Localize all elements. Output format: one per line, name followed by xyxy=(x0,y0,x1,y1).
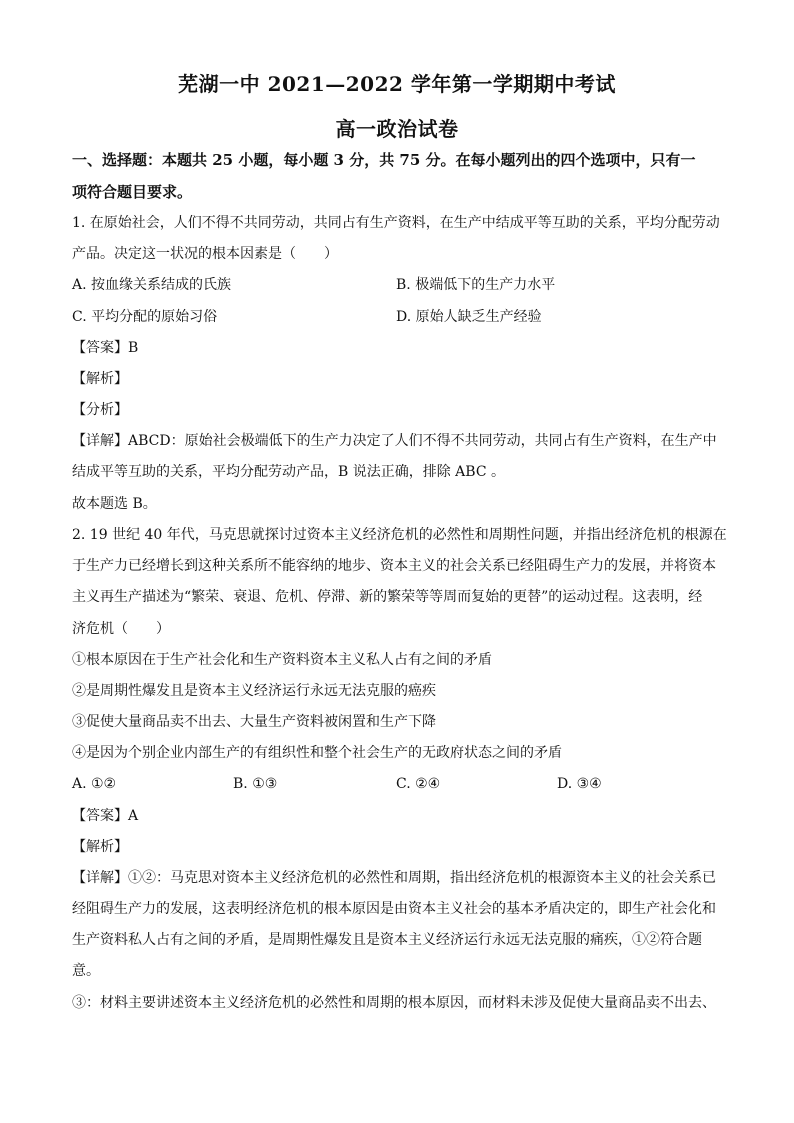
q2-stem-line-2: 于生产力已经增长到这种关系所不能容纳的地步、资本主义的社会关系已经阻碍生产力的发展，并将资本 xyxy=(72,558,716,574)
q2-item-4: ④是因为个别企业内部生产的有组织性和整个社会生产的无政府状态之间的矛盾 xyxy=(72,745,562,761)
section-instruction-line-2: 项符合题目要求。 xyxy=(72,183,193,201)
q2-option-b: B. ①③ xyxy=(233,776,278,792)
q2-item-3: ③促使大量商品卖不出去、大量生产资料被闲置和生产下降 xyxy=(72,714,436,730)
q2-stem-line-1: 2. 19 世纪 40 年代，马克思就探讨过资本主义经济危机的必然性和周期性问题，并指出经济危机的根源在 xyxy=(72,527,727,543)
q2-item-2: ②是周期性爆发且是资本主义经济运行永远无法克服的癌疾 xyxy=(72,683,436,699)
q1-option-b: B. 极端低下的生产力水平 xyxy=(396,277,556,293)
q2-stem-line-3: 主义再生产描述为“繁荣、衰退、危机、停滞、新的繁荣等等周而复始的更替”的运动过程。这表明，经 xyxy=(72,589,703,605)
q2-option-a: A. ①② xyxy=(72,776,117,792)
q2-detail-line-3: 生产资料私人占有之间的矛盾，是周期性爆发且是资本主义经济运行永远无法克服的痛疾，①②符合题 xyxy=(72,932,702,948)
q2-detail-line-4: 意。 xyxy=(72,963,100,979)
q1-detail-line-1: 【详解】ABCD：原始社会极端低下的生产力决定了人们不得不共同劳动，共同占有生产资料，在生产中 xyxy=(72,433,717,449)
q2-option-c: C. ②④ xyxy=(396,776,441,792)
section-instruction-line-1: 一、选择题：本题共 25 小题，每小题 3 分，共 75 分。在每小题列出的四个选项中，只有一 xyxy=(72,151,696,169)
page-title: 芜湖一中 2021—2022 学年第一学期期中考试 xyxy=(178,72,616,96)
q2-answer: 【答案】A xyxy=(72,808,139,824)
q1-detail-line-2: 结成平等互助的关系，平均分配劳动产品，B 说法正确，排除 ABC 。 xyxy=(72,464,506,480)
q2-detail-line-2: 经阻碍生产力的发展，这表明经济危机的根本原因是由资本主义社会的基本矛盾决定的，即生产社会化和 xyxy=(72,901,716,917)
q1-conclusion: 故本题选 B。 xyxy=(72,496,157,512)
q1-option-c: C. 平均分配的原始习俗 xyxy=(72,309,218,325)
q1-stem-line-2: 产品。决定这一状况的根本因素是（ ） xyxy=(72,246,338,262)
q1-analysis-label: 【解析】 xyxy=(72,371,128,387)
q1-fenxi-label: 【分析】 xyxy=(72,402,128,418)
q1-option-a: A. 按血缘关系结成的氏族 xyxy=(72,277,232,293)
q2-item-1: ①根本原因在于生产社会化和生产资料资本主义私人占有之间的矛盾 xyxy=(72,652,492,668)
q2-detail-line-1: 【详解】①②：马克思对资本主义经济危机的必然性和周期，指出经济危机的根源资本主义的社会关系已 xyxy=(72,870,716,886)
page-subtitle: 高一政治试卷 xyxy=(335,117,459,141)
q1-answer: 【答案】B xyxy=(72,340,139,356)
q1-option-d: D. 原始人缺乏生产经验 xyxy=(396,309,542,325)
q1-stem-line-1: 1. 在原始社会，人们不得不共同劳动，共同占有生产资料，在生产中结成平等互助的关系，平均分配劳动 xyxy=(72,215,720,231)
q2-stem-line-4: 济危机（ ） xyxy=(72,621,170,637)
q2-analysis-label: 【解析】 xyxy=(72,839,128,855)
q2-option-d: D. ③④ xyxy=(557,776,602,792)
q2-detail-line-5: ③：材料主要讲述资本主义经济危机的必然性和周期的根本原因，而材料未涉及促使大量商品卖不出去、 xyxy=(72,995,716,1011)
